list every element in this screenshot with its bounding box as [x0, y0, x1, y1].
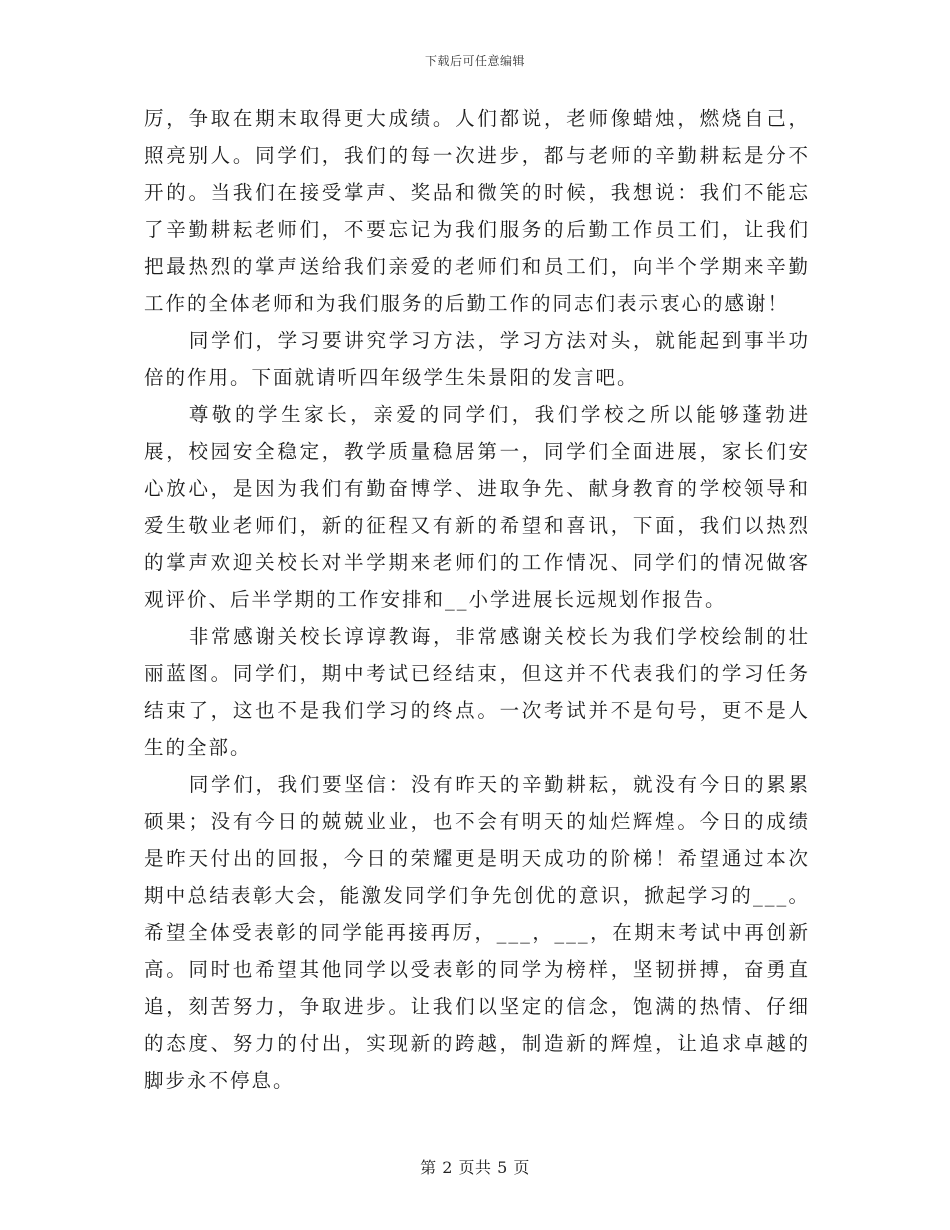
paragraph-principal-intro: 尊敬的学生家长，亲爱的同学们，我们学校之所以能够蓬勃进展，校园安全稳定，教学质量稳居第一，同学们全面进展，家长们安心放心，是因为我们有勤奋博学、进取争先、献身教育的学校领导和爱生敬业老师们，新的征程又有新的希望和喜讯，下面，我们以热烈的掌声欢迎关校长对半学期来老师们的工作情况、同学们的情况做客观评价、后半学期的工作安排和__小学进展长远规划作报告。 [144, 403, 810, 611]
paragraph-thanks: 非常感谢关校长谆谆教诲，非常感谢关校长为我们学校绘制的壮丽蓝图。同学们，期中考试已经结束，但这并不代表我们的学习任务结束了，这也不是我们学习的终点。一次考试并不是句号，更不是人生的全部。 [144, 625, 810, 759]
paragraph-continued: 厉，争取在期末取得更大成绩。人们都说，老师像蜡烛，燃烧自己，照亮别人。同学们，我们的每一次进步，都与老师的辛勤耕耘是分不开的。当我们在接受掌声、奖品和微笑的时候，我想说：我们不能忘了辛勤耕耘老师们，不要忘记为我们服务的后勤工作员工们，让我们把最热烈的掌声送给我们亲爱的老师们和员工们，向半个学期来辛勤工作的全体老师和为我们服务的后勤工作的同志们表示衷心的感谢！ [144, 107, 810, 315]
paragraph-closing: 同学们，我们要坚信：没有昨天的辛勤耕耘，就没有今日的累累硕果；没有今日的兢兢业业，也不会有明天的灿烂辉煌。今日的成绩是昨天付出的回报，今日的荣耀更是明天成功的阶梯！希望通过本次期中总结表彰大会，能激发同学们争先创优的意识，掀起学习的___。希望全体受表彰的同学能再接再厉，___，___，在期末考试中再创新高。同时也希望其他同学以受表彰的同学为榜样，坚韧拼搏，奋勇直追，刻苦努力，争取进步。让我们以坚定的信念，饱满的热情、仔细的态度、努力的付出，实现新的跨越，制造新的辉煌，让追求卓越的脚步永不停息。 [144, 773, 810, 1092]
paragraph-study-methods: 同学们，学习要讲究学习方法，学习方法对头，就能起到事半功倍的作用。下面就请听四年级学生朱景阳的发言吧。 [144, 329, 810, 389]
page-header: 下载后可任意编辑 [424, 54, 525, 68]
page-number: 第 2 页共 5 页 [420, 1158, 530, 1177]
document-body [144, 100, 810, 1099]
